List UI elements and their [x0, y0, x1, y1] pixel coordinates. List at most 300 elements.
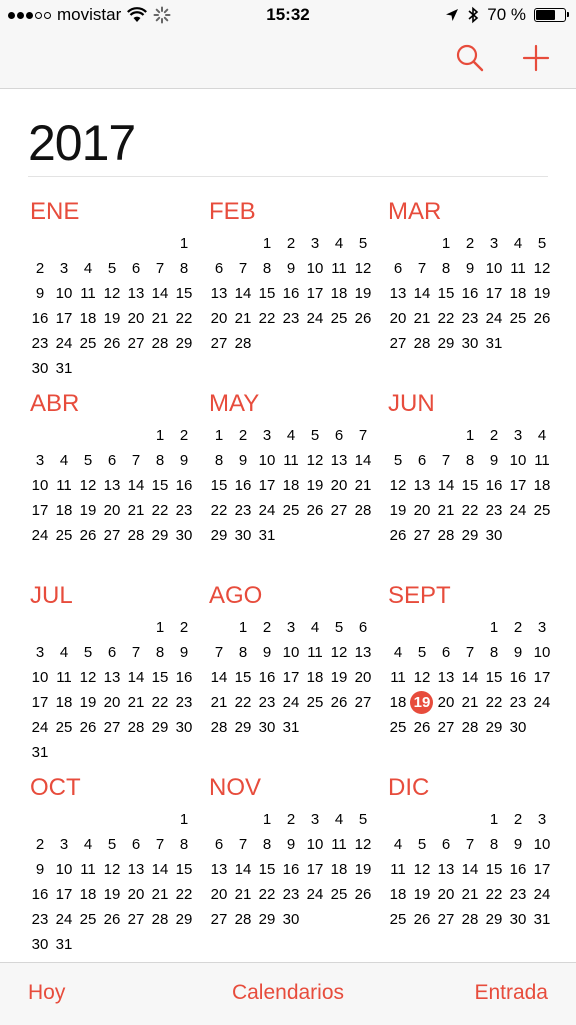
- day-cell[interactable]: 3: [262, 427, 272, 444]
- day-cell[interactable]: 15: [234, 669, 252, 686]
- day-cell[interactable]: 29: [485, 719, 503, 736]
- day-cell[interactable]: 17: [533, 861, 551, 878]
- day-cell[interactable]: 21: [127, 694, 145, 711]
- day-cell[interactable]: 17: [509, 477, 527, 494]
- day-cell[interactable]: 23: [31, 335, 49, 352]
- day-cell[interactable]: 19: [413, 886, 431, 903]
- day-cell[interactable]: 3: [513, 427, 523, 444]
- day-cell[interactable]: 13: [127, 861, 145, 878]
- day-cell[interactable]: 5: [393, 452, 403, 469]
- day-cell[interactable]: 9: [286, 260, 296, 277]
- search-button[interactable]: [452, 40, 488, 76]
- day-cell[interactable]: 18: [55, 694, 73, 711]
- day-cell[interactable]: 1: [155, 619, 165, 636]
- day-cell[interactable]: 18: [282, 477, 300, 494]
- month-sept[interactable]: [386, 581, 556, 740]
- day-cell[interactable]: 4: [334, 811, 344, 828]
- day-cell[interactable]: 22: [175, 886, 193, 903]
- day-cell[interactable]: 16: [234, 477, 252, 494]
- day-cell[interactable]: 21: [210, 694, 228, 711]
- day-cell[interactable]: 7: [441, 452, 451, 469]
- day-cell[interactable]: 4: [59, 452, 69, 469]
- day-cell[interactable]: 5: [83, 452, 93, 469]
- month-abr[interactable]: [28, 389, 198, 548]
- day-cell[interactable]: 20: [210, 886, 228, 903]
- day-cell[interactable]: 23: [175, 502, 193, 519]
- day-cell[interactable]: 31: [55, 936, 73, 953]
- day-cell[interactable]: 3: [59, 260, 69, 277]
- day-cell[interactable]: 1: [238, 619, 248, 636]
- day-cell[interactable]: 20: [389, 310, 407, 327]
- day-cell[interactable]: 19: [354, 285, 372, 302]
- day-cell[interactable]: 24: [306, 310, 324, 327]
- day-cell[interactable]: 11: [390, 669, 406, 686]
- day-cell[interactable]: 28: [461, 911, 479, 928]
- day-cell[interactable]: 14: [413, 285, 431, 302]
- day-cell[interactable]: 25: [55, 527, 73, 544]
- month-nov[interactable]: [207, 773, 377, 932]
- day-cell[interactable]: 1: [489, 619, 499, 636]
- day-cell[interactable]: 22: [485, 886, 503, 903]
- day-cell[interactable]: 10: [55, 285, 73, 302]
- day-cell[interactable]: 8: [155, 452, 165, 469]
- day-cell[interactable]: 7: [214, 644, 224, 661]
- day-cell[interactable]: 28: [234, 335, 252, 352]
- day-cell[interactable]: 14: [234, 285, 252, 302]
- day-cell[interactable]: 8: [262, 260, 272, 277]
- day-cell[interactable]: 11: [283, 452, 299, 469]
- day-cell[interactable]: 6: [393, 260, 403, 277]
- day-cell[interactable]: 21: [234, 310, 252, 327]
- day-cell[interactable]: 7: [238, 836, 248, 853]
- day-cell[interactable]: 17: [31, 694, 49, 711]
- day-cell[interactable]: 25: [282, 502, 300, 519]
- day-cell[interactable]: 4: [513, 235, 523, 252]
- day-cell[interactable]: 25: [389, 719, 407, 736]
- day-cell[interactable]: 27: [127, 335, 145, 352]
- day-cell[interactable]: 9: [35, 861, 45, 878]
- month-jul[interactable]: [28, 581, 198, 765]
- day-cell[interactable]: 29: [151, 527, 169, 544]
- day-cell[interactable]: 1: [179, 811, 189, 828]
- day-cell[interactable]: 27: [354, 694, 372, 711]
- day-cell[interactable]: 5: [334, 619, 344, 636]
- day-cell[interactable]: 13: [437, 669, 455, 686]
- day-cell[interactable]: 26: [330, 694, 348, 711]
- day-cell[interactable]: 23: [461, 310, 479, 327]
- day-cell[interactable]: 23: [31, 911, 49, 928]
- day-cell[interactable]: 10: [509, 452, 527, 469]
- day-cell[interactable]: 30: [485, 527, 503, 544]
- day-cell[interactable]: 2: [489, 427, 499, 444]
- day-cell[interactable]: 2: [513, 619, 523, 636]
- day-cell[interactable]: 5: [83, 644, 93, 661]
- month-may[interactable]: [207, 389, 377, 548]
- day-cell[interactable]: 5: [417, 644, 427, 661]
- day-cell[interactable]: 26: [103, 335, 121, 352]
- day-cell[interactable]: 11: [307, 644, 323, 661]
- day-cell[interactable]: 2: [286, 811, 296, 828]
- day-cell[interactable]: 18: [79, 886, 97, 903]
- day-cell[interactable]: 25: [533, 502, 551, 519]
- day-cell[interactable]: 18: [79, 310, 97, 327]
- day-cell[interactable]: 18: [330, 285, 348, 302]
- day-cell[interactable]: 24: [533, 886, 551, 903]
- day-cell[interactable]: 11: [390, 861, 406, 878]
- day-cell[interactable]: 27: [437, 719, 455, 736]
- day-cell[interactable]: 16: [509, 669, 527, 686]
- day-cell[interactable]: 30: [258, 719, 276, 736]
- day-cell[interactable]: 7: [358, 427, 368, 444]
- day-cell[interactable]: 27: [437, 911, 455, 928]
- day-cell[interactable]: 31: [55, 360, 73, 377]
- day-cell[interactable]: 22: [151, 502, 169, 519]
- day-cell[interactable]: 10: [306, 836, 324, 853]
- day-cell[interactable]: 11: [331, 836, 347, 853]
- day-cell[interactable]: 2: [513, 811, 523, 828]
- day-cell[interactable]: 30: [234, 527, 252, 544]
- day-cell[interactable]: 15: [437, 285, 455, 302]
- day-cell[interactable]: 23: [485, 502, 503, 519]
- day-cell[interactable]: 28: [413, 335, 431, 352]
- day-cell[interactable]: 18: [306, 669, 324, 686]
- day-cell[interactable]: 27: [330, 502, 348, 519]
- month-mar[interactable]: [386, 197, 556, 356]
- day-cell[interactable]: 13: [103, 669, 121, 686]
- day-cell[interactable]: 3: [35, 452, 45, 469]
- day-cell[interactable]: 14: [127, 669, 145, 686]
- day-cell[interactable]: 13: [127, 285, 145, 302]
- day-cell[interactable]: 4: [83, 260, 93, 277]
- day-cell[interactable]: 19: [79, 694, 97, 711]
- month-feb[interactable]: [207, 197, 377, 356]
- day-cell[interactable]: 26: [103, 911, 121, 928]
- day-cell[interactable]: 24: [306, 886, 324, 903]
- day-cell[interactable]: 19: [389, 502, 407, 519]
- day-cell[interactable]: 20: [413, 502, 431, 519]
- day-cell[interactable]: 26: [354, 886, 372, 903]
- day-cell[interactable]: 3: [286, 619, 296, 636]
- day-cell[interactable]: 30: [282, 911, 300, 928]
- day-cell[interactable]: 30: [175, 719, 193, 736]
- day-cell[interactable]: 12: [79, 477, 97, 494]
- day-cell[interactable]: 25: [509, 310, 527, 327]
- day-cell[interactable]: 27: [127, 911, 145, 928]
- day-cell[interactable]: 3: [310, 811, 320, 828]
- day-cell[interactable]: 9: [513, 836, 523, 853]
- day-cell[interactable]: 13: [389, 285, 407, 302]
- year-title[interactable]: 2017: [28, 115, 136, 171]
- day-cell[interactable]: 2: [465, 235, 475, 252]
- day-cell[interactable]: 8: [465, 452, 475, 469]
- day-cell[interactable]: 25: [79, 335, 97, 352]
- day-cell[interactable]: 2: [179, 427, 189, 444]
- day-cell[interactable]: 5: [537, 235, 547, 252]
- day-cell[interactable]: 30: [175, 527, 193, 544]
- day-cell[interactable]: 23: [234, 502, 252, 519]
- day-cell[interactable]: 24: [485, 310, 503, 327]
- day-cell[interactable]: 8: [155, 644, 165, 661]
- day-cell[interactable]: 3: [35, 644, 45, 661]
- day-cell[interactable]: 15: [151, 477, 169, 494]
- day-cell[interactable]: 16: [282, 861, 300, 878]
- day-cell[interactable]: 10: [31, 669, 49, 686]
- day-cell[interactable]: 28: [437, 527, 455, 544]
- day-cell[interactable]: 30: [509, 719, 527, 736]
- day-cell[interactable]: 20: [437, 694, 455, 711]
- day-cell[interactable]: 22: [151, 694, 169, 711]
- day-cell[interactable]: 17: [31, 502, 49, 519]
- day-cell[interactable]: 21: [461, 886, 479, 903]
- day-cell[interactable]: 11: [534, 452, 550, 469]
- day-cell[interactable]: 28: [127, 527, 145, 544]
- day-cell[interactable]: 2: [35, 260, 45, 277]
- day-cell[interactable]: 20: [330, 477, 348, 494]
- day-cell[interactable]: 26: [306, 502, 324, 519]
- day-cell[interactable]: 19: [103, 310, 121, 327]
- day-cell[interactable]: 23: [175, 694, 193, 711]
- day-cell[interactable]: 2: [238, 427, 248, 444]
- day-cell[interactable]: 14: [151, 861, 169, 878]
- day-cell[interactable]: 16: [175, 669, 193, 686]
- day-cell[interactable]: 27: [210, 335, 228, 352]
- day-cell[interactable]: 19: [306, 477, 324, 494]
- day-cell[interactable]: 1: [262, 235, 272, 252]
- day-cell[interactable]: 14: [151, 285, 169, 302]
- day-cell[interactable]: 11: [56, 669, 72, 686]
- day-cell[interactable]: 2: [179, 619, 189, 636]
- day-cell[interactable]: 24: [55, 911, 73, 928]
- day-cell[interactable]: 27: [103, 527, 121, 544]
- day-cell[interactable]: 10: [258, 452, 276, 469]
- day-cell[interactable]: 19: [103, 886, 121, 903]
- day-cell[interactable]: 29: [175, 911, 193, 928]
- day-cell[interactable]: 29: [234, 719, 252, 736]
- day-cell[interactable]: 24: [509, 502, 527, 519]
- day-cell[interactable]: 14: [210, 669, 228, 686]
- day-cell[interactable]: 22: [258, 310, 276, 327]
- day-cell[interactable]: 10: [533, 836, 551, 853]
- day-cell[interactable]: 21: [461, 694, 479, 711]
- day-cell[interactable]: 17: [282, 669, 300, 686]
- day-cell[interactable]: 29: [258, 911, 276, 928]
- day-cell[interactable]: 6: [131, 836, 141, 853]
- day-cell[interactable]: 15: [258, 861, 276, 878]
- day-cell[interactable]: 1: [441, 235, 451, 252]
- day-cell[interactable]: 26: [413, 719, 431, 736]
- day-cell[interactable]: 31: [485, 335, 503, 352]
- day-cell[interactable]: 22: [485, 694, 503, 711]
- day-cell[interactable]: 12: [413, 861, 431, 878]
- day-cell[interactable]: 8: [441, 260, 451, 277]
- day-cell[interactable]: 25: [55, 719, 73, 736]
- day-cell[interactable]: 5: [358, 811, 368, 828]
- day-cell[interactable]: 30: [461, 335, 479, 352]
- day-cell[interactable]: 22: [234, 694, 252, 711]
- day-cell[interactable]: 5: [107, 836, 117, 853]
- day-cell[interactable]: 16: [282, 285, 300, 302]
- day-cell[interactable]: 15: [175, 861, 193, 878]
- day-cell[interactable]: 6: [214, 836, 224, 853]
- calendars-button[interactable]: Calendarios: [231, 981, 345, 1004]
- day-cell[interactable]: 26: [389, 527, 407, 544]
- day-cell[interactable]: 4: [59, 644, 69, 661]
- day-cell[interactable]: 19: [79, 502, 97, 519]
- day-cell[interactable]: 17: [533, 669, 551, 686]
- day-cell[interactable]: 7: [417, 260, 427, 277]
- day-cell[interactable]: 19: [330, 669, 348, 686]
- day-cell[interactable]: 26: [354, 310, 372, 327]
- day-cell[interactable]: 30: [509, 911, 527, 928]
- day-cell[interactable]: 20: [127, 310, 145, 327]
- day-cell[interactable]: 13: [103, 477, 121, 494]
- day-cell[interactable]: 7: [465, 836, 475, 853]
- day-cell[interactable]: 7: [238, 260, 248, 277]
- day-cell[interactable]: 27: [413, 527, 431, 544]
- day-cell[interactable]: 20: [103, 694, 121, 711]
- day-cell[interactable]: 26: [79, 719, 97, 736]
- day-cell[interactable]: 2: [262, 619, 272, 636]
- day-cell[interactable]: 14: [461, 669, 479, 686]
- day-cell[interactable]: 28: [210, 719, 228, 736]
- day-cell[interactable]: 6: [441, 644, 451, 661]
- day-cell[interactable]: 31: [31, 744, 49, 761]
- day-cell[interactable]: 19: [354, 861, 372, 878]
- day-cell[interactable]: 1: [179, 235, 189, 252]
- day-cell[interactable]: 16: [31, 310, 49, 327]
- day-cell[interactable]: 23: [258, 694, 276, 711]
- day-cell[interactable]: 6: [334, 427, 344, 444]
- day-cell[interactable]: 12: [533, 260, 551, 277]
- day-cell[interactable]: 7: [465, 644, 475, 661]
- day-cell[interactable]: 14: [234, 861, 252, 878]
- day-cell[interactable]: 18: [55, 502, 73, 519]
- day-cell[interactable]: 17: [55, 310, 73, 327]
- day-cell[interactable]: 15: [151, 669, 169, 686]
- day-cell[interactable]: 12: [330, 644, 348, 661]
- day-cell[interactable]: 31: [258, 527, 276, 544]
- inbox-button[interactable]: Entrada: [474, 981, 548, 1004]
- day-cell[interactable]: 29: [461, 527, 479, 544]
- day-cell[interactable]: 13: [210, 861, 228, 878]
- day-cell[interactable]: 4: [310, 619, 320, 636]
- month-ago[interactable]: [207, 581, 377, 740]
- day-cell[interactable]: 11: [510, 260, 526, 277]
- day-cell[interactable]: 16: [175, 477, 193, 494]
- day-cell[interactable]: 20: [210, 310, 228, 327]
- day-cell[interactable]: 16: [485, 477, 503, 494]
- day-cell[interactable]: 27: [103, 719, 121, 736]
- day-cell[interactable]: 16: [461, 285, 479, 302]
- day-cell[interactable]: 18: [509, 285, 527, 302]
- month-ene[interactable]: [28, 197, 198, 381]
- day-cell[interactable]: 21: [151, 310, 169, 327]
- day-cell[interactable]: 7: [131, 644, 141, 661]
- today-day-cell[interactable]: 19: [410, 690, 434, 715]
- day-cell[interactable]: 18: [389, 694, 407, 711]
- day-cell[interactable]: 8: [179, 260, 189, 277]
- day-cell[interactable]: 17: [258, 477, 276, 494]
- day-cell[interactable]: 11: [56, 477, 72, 494]
- day-cell[interactable]: 22: [175, 310, 193, 327]
- day-cell[interactable]: 5: [358, 235, 368, 252]
- day-cell[interactable]: 25: [79, 911, 97, 928]
- day-cell[interactable]: 19: [533, 285, 551, 302]
- day-cell[interactable]: 4: [393, 644, 403, 661]
- day-cell[interactable]: 24: [31, 527, 49, 544]
- day-cell[interactable]: 24: [533, 694, 551, 711]
- day-cell[interactable]: 6: [107, 644, 117, 661]
- day-cell[interactable]: 20: [127, 886, 145, 903]
- day-cell[interactable]: 8: [179, 836, 189, 853]
- day-cell[interactable]: 3: [537, 619, 547, 636]
- day-cell[interactable]: 22: [210, 502, 228, 519]
- day-cell[interactable]: 12: [103, 861, 121, 878]
- day-cell[interactable]: 25: [389, 911, 407, 928]
- month-jun[interactable]: [386, 389, 556, 548]
- day-cell[interactable]: 12: [354, 836, 372, 853]
- day-cell[interactable]: 15: [485, 669, 503, 686]
- day-cell[interactable]: 6: [417, 452, 427, 469]
- day-cell[interactable]: 17: [55, 886, 73, 903]
- day-cell[interactable]: 4: [286, 427, 296, 444]
- day-cell[interactable]: 12: [354, 260, 372, 277]
- day-cell[interactable]: 17: [306, 861, 324, 878]
- day-cell[interactable]: 9: [286, 836, 296, 853]
- day-cell[interactable]: 29: [151, 719, 169, 736]
- day-cell[interactable]: 16: [509, 861, 527, 878]
- day-cell[interactable]: 8: [489, 644, 499, 661]
- day-cell[interactable]: 23: [282, 310, 300, 327]
- day-cell[interactable]: 18: [330, 861, 348, 878]
- day-cell[interactable]: 3: [310, 235, 320, 252]
- day-cell[interactable]: 23: [282, 886, 300, 903]
- day-cell[interactable]: 29: [437, 335, 455, 352]
- day-cell[interactable]: 8: [238, 644, 248, 661]
- day-cell[interactable]: 21: [413, 310, 431, 327]
- day-cell[interactable]: 9: [35, 285, 45, 302]
- day-cell[interactable]: 10: [533, 644, 551, 661]
- day-cell[interactable]: 31: [282, 719, 300, 736]
- day-cell[interactable]: 23: [509, 886, 527, 903]
- day-cell[interactable]: 5: [310, 427, 320, 444]
- day-cell[interactable]: 12: [306, 452, 324, 469]
- day-cell[interactable]: 20: [437, 886, 455, 903]
- day-cell[interactable]: 21: [437, 502, 455, 519]
- day-cell[interactable]: 1: [214, 427, 224, 444]
- day-cell[interactable]: 5: [107, 260, 117, 277]
- day-cell[interactable]: 6: [131, 260, 141, 277]
- day-cell[interactable]: 28: [461, 719, 479, 736]
- day-cell[interactable]: 11: [331, 260, 347, 277]
- month-oct[interactable]: [28, 773, 198, 957]
- day-cell[interactable]: 26: [413, 911, 431, 928]
- day-cell[interactable]: 1: [465, 427, 475, 444]
- day-cell[interactable]: 3: [59, 836, 69, 853]
- day-cell[interactable]: 4: [393, 836, 403, 853]
- day-cell[interactable]: 27: [210, 911, 228, 928]
- day-cell[interactable]: 22: [461, 502, 479, 519]
- day-cell[interactable]: 10: [31, 477, 49, 494]
- day-cell[interactable]: 24: [258, 502, 276, 519]
- day-cell[interactable]: 9: [465, 260, 475, 277]
- day-cell[interactable]: 9: [262, 644, 272, 661]
- day-cell[interactable]: 10: [55, 861, 73, 878]
- day-cell[interactable]: 24: [55, 335, 73, 352]
- day-cell[interactable]: 21: [354, 477, 372, 494]
- day-cell[interactable]: 9: [179, 644, 189, 661]
- day-cell[interactable]: 11: [80, 285, 96, 302]
